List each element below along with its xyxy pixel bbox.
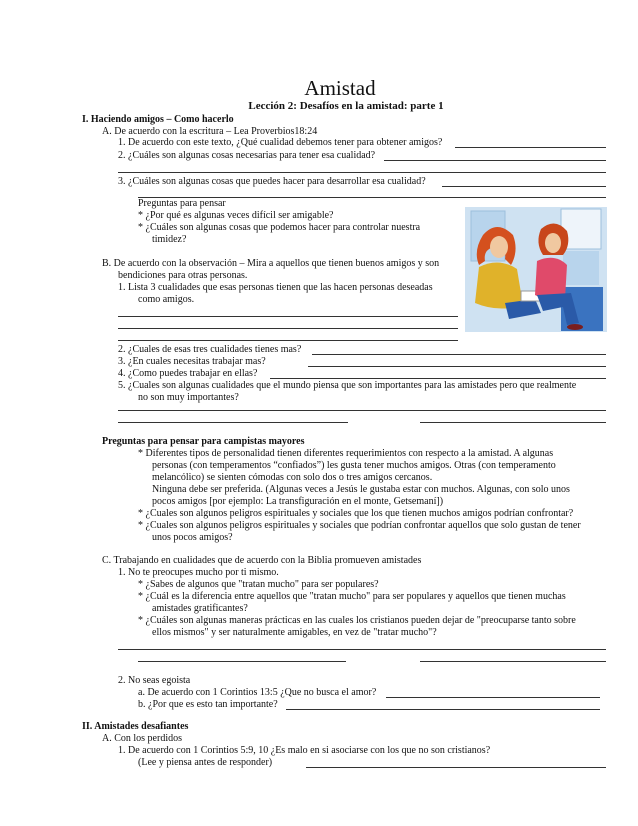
question-2a1-note: (Lee y piensa antes de responder) [138,757,273,768]
answer-line[interactable] [118,316,458,317]
think-questions-title: Preguntas para pensar [138,198,226,209]
item-1b: B. De acuerdo con la observación – Mira a aquellos que tienen buenos amigos y son [102,258,440,269]
question-1c1c-cont: ellos mismos" y ser naturalmente amigables, en vez de "tratar mucho"? [152,627,437,638]
question-1b5-cont: no son muy importantes? [138,392,239,403]
answer-line[interactable] [442,186,606,187]
question-2a1: 1. De acuerdo con 1 Corintios 5:9, 10 ¿Es malo en si asociarse con los que no son cristianos? [118,745,491,756]
older-question-3-cont: unos pocos amigos? [152,532,233,543]
question-1c1: 1. No te preocupes mucho por ti mismo. [118,567,279,578]
older-question-1-l2: personas (con temperamentos “confiados”) les gusta tener muchos amigos. Otras (con temperamento [152,460,556,471]
answer-line[interactable] [420,661,606,662]
answer-line[interactable] [306,767,606,768]
item-1c: C. Trabajando en cualidades que de acuerdo con la Biblia promueven amistades [102,555,422,566]
think-question-1: * ¿Por qué es algunas veces difícil ser amigable? [138,210,334,221]
answer-line[interactable] [308,366,606,367]
question-1c1a: * ¿Sabes de algunos que "tratan mucho" para ser populares? [138,579,379,590]
question-1c1c: * ¿Cuáles son algunas maneras prácticas en las cuales los cristianos pueden dejar de "preocuparse tanto sobre [138,615,576,626]
page-title: Amistad [304,76,376,100]
older-question-1-l3: melancólico) se sienten cómodas con solo dos o tres amigos cercanos. [152,472,433,483]
lesson-subtitle: Lección 2: Desafíos en la amistad: parte 1 [248,100,444,112]
question-1b2: 2. ¿Cuales de esas tres cualidades tienes mas? [118,344,302,355]
item-2a: A. Con los perdidos [102,733,182,744]
question-1c2a: a. De acuerdo con 1 Corintios 13:5 ¿Que no busca el amor? [138,687,377,698]
older-question-1: * Diferentes tipos de personalidad tienen diferentes requerimientos con respecto a la amistad. A algunas [138,448,554,459]
answer-line[interactable] [118,340,458,341]
question-1a3: 3. ¿Cuáles son algunas cosas que puedes hacer para desarrollar esa cualidad? [118,176,426,187]
think-question-2: * ¿Cuáles son algunas cosas que podemos hacer para controlar nuestra [138,222,421,233]
question-1c1b: * ¿Cuál es la diferencia entre aquellos que "tratan mucho" para ser populares y aquellos que tienen muchas [138,591,566,602]
older-question-1-l4: Ninguna debe ser preferida. (Algunas veces a Jesús le gustaba estar con muchos. Algunas, con solo unos [152,484,570,495]
answer-line[interactable] [118,649,606,650]
section-1-heading: I. Haciendo amigos – Como hacerlo [82,114,234,125]
older-campers-title: Preguntas para pensar para campistas mayores [102,436,305,447]
question-1b5: 5. ¿Cuales son algunas cualidades que el mundo piensa que son importantes para las amistades pero que realmente [118,380,577,391]
older-question-3: * ¿Cuales son algunos peligros espirituales y sociales que podrían confrontar aquellos que solo gustan de tener [138,520,581,531]
older-question-1-l5: pocos amigos [por ejemplo: La transfiguración en el monte, Getsemaní]) [152,496,444,507]
item-1a: A. De acuerdo con la escritura – Lea Proverbios18:24 [102,126,318,137]
question-1b4: 4. ¿Como puedes trabajar en ellas? [118,368,258,379]
answer-line[interactable] [384,160,606,161]
answer-line[interactable] [420,422,606,423]
question-1b1-cont: como amigos. [138,294,195,305]
question-1c1b-cont: amistades gratificantes? [152,603,248,614]
answer-line[interactable] [118,328,458,329]
answer-line[interactable] [270,378,606,379]
older-question-2: * ¿Cuales son algunos peligros espirituales y sociales que los que tienen muchos amigos podrían confrontar? [138,508,574,519]
question-1a2: 2. ¿Cuáles son algunas cosas necesarias para tener esa cualidad? [118,150,376,161]
answer-line[interactable] [118,410,606,411]
two-women-talking-illustration [465,207,607,332]
answer-line[interactable] [138,661,346,662]
item-1b-cont: bendiciones para otras personas. [118,270,248,281]
question-1b3: 3. ¿En cuales necesitas trabajar mas? [118,356,266,367]
answer-line[interactable] [286,709,600,710]
question-1c2: 2. No seas egoista [118,675,191,686]
answer-line[interactable] [386,697,600,698]
question-1a1: 1. De acuerdo con este texto, ¿Qué cualidad debemos tener para obtener amigos? [118,137,443,148]
section-2-heading: II. Amistades desafiantes [82,721,189,732]
think-question-2-cont: timidez? [152,234,187,245]
question-1c2b: b. ¿Por que es esto tan importante? [138,699,278,710]
answer-line[interactable] [118,422,348,423]
answer-line[interactable] [455,147,606,148]
question-1b1: 1. Lista 3 cualidades que esas personas tienen que las hacen personas deseadas [118,282,433,293]
answer-line[interactable] [312,354,606,355]
answer-line[interactable] [118,172,606,173]
